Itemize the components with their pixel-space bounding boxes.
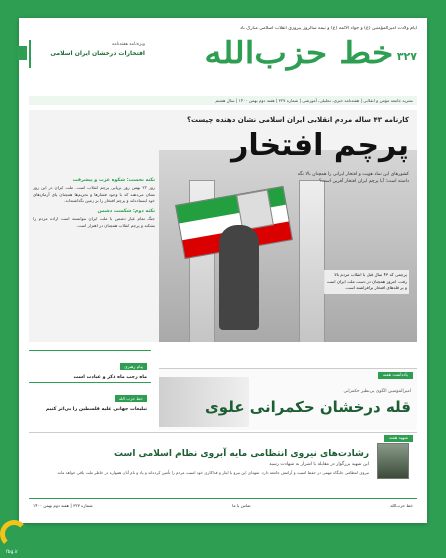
brief-tag: خط حزب الله — [115, 395, 147, 402]
info-strip: نشریه جامعه مؤمن و انقلابی | هفته‌نامه خبری، تحلیلی، آموزشی | شماره ۳۲۷ | هفته دوم بهمن ۱۴۰۰ | سال هشتم — [29, 96, 417, 105]
section-editorial[interactable] — [159, 368, 417, 430]
column-body-2: جنگ تمام عیار دشمن با ملت ایران نتوانسته است اراده مردم را بشکند و پرچم انقلاب همچنان در اهتزاز است. — [33, 216, 155, 228]
issue-number: ۳۲۷ — [396, 50, 417, 63]
brief-text: تبلیغات جهانی علیه فلسطین را بی‌اثر کنیم — [45, 407, 147, 412]
side-box-title: افتخارات درخشان ایران اسلامی — [50, 50, 145, 57]
column-heading-1: نکته نخست: شکوه عزت و پیشرفت — [72, 178, 155, 183]
side-box-marker — [17, 46, 27, 60]
section-martyr[interactable] — [29, 432, 417, 492]
section-subtitle: امیرالمؤمنین الگوی بی‌نظیر حکمرانی — [343, 389, 411, 394]
section-headline: رشادت‌های نیروی انتظامی مایه آبروی نظام اسلامی است — [113, 449, 369, 459]
flag-bearer-figure — [219, 225, 259, 330]
section-body: نیروی انتظامی جایگاه مهمی در حفظ امنیت و آرامش جامعه دارد. شهدای این نیرو با ایثار و فداکاری خود امنیت مردم را تأمین کرده‌اند و یاد و نام آنان همواره در خاطر ملت باقی خواهد ماند. — [56, 470, 369, 475]
column-heading-2: نکته دوم: شکست دشمن — [97, 208, 155, 214]
section-tag: یادداشت هفته — [378, 372, 413, 379]
tower-right — [299, 180, 325, 342]
column-body-1: روز ۲۲ بهمن روز برپایی پرچم انقلاب است. ملت ایران در این روز نشان می‌دهند که با وجود فشارها و تحریم‌ها همچنان پای آرمان‌های خود ایستاده‌اند و پرچم افتخار را بر زمین نگذاشته‌اند. — [33, 185, 155, 204]
footer-center[interactable]: تماس با ما — [232, 503, 251, 508]
hero-kicker: کارنامه ۴۳ ساله مردم انقلابی ایران اسلامی نشان دهنده چیست؟ — [186, 116, 409, 124]
brief-text: ماه رجب ماه ذکر و عبادت است — [73, 375, 147, 380]
corner-logo — [0, 512, 36, 558]
hero-lead: کشورهای این نماد هویت و افتخار ایرانی را همچنان بالا نگه داشته است؛ آیا پرچم ایران افتخار آفرین است؟ — [297, 172, 409, 184]
side-box-subtitle: ویژه‌نامه هفته‌نامه — [111, 42, 145, 47]
top-line: ایام ولادت امیرالمؤمنین (ع) و جواد الائمه (ع) و نیمه سالروز پیروزی انقلاب اسلامی مبارک باد — [240, 26, 417, 31]
newspaper-page — [19, 18, 427, 523]
footer — [29, 498, 417, 512]
brief-tag: پیام رهبری — [120, 363, 147, 370]
section-headline: قله درخشان حکمرانی علوی — [205, 398, 411, 416]
footer-left: شماره ۳۲۷ | هفته دوم بهمن ۱۴۰۰ — [33, 503, 93, 508]
martyr-photo — [377, 443, 409, 479]
hero-caption: پرچمی که ۴۳ سال قبل با انقلاب مردم بالا رفت، امروز همچنان در دست ملت ایران است و بر قله‌های افتخار برافراشته است. — [324, 270, 409, 294]
hero-headline: پرچم افتخار — [231, 128, 409, 163]
footer-right: خط حزب‌الله — [390, 503, 413, 508]
masthead — [29, 36, 417, 82]
brief-item[interactable] — [29, 382, 151, 412]
corner-label: fbg.ir — [6, 550, 18, 555]
hero-column — [33, 174, 155, 229]
brief-item[interactable] — [29, 350, 151, 380]
logo: خط حزب‌الله — [204, 36, 393, 71]
section-tag: شهید هفته — [384, 435, 413, 442]
corner-logo-icon — [0, 520, 28, 548]
hero-section — [29, 110, 417, 342]
section-subtitle: این شهید بزرگوار در مقابله با اشرار به شهادت رسید — [269, 462, 369, 467]
side-box — [29, 40, 149, 68]
